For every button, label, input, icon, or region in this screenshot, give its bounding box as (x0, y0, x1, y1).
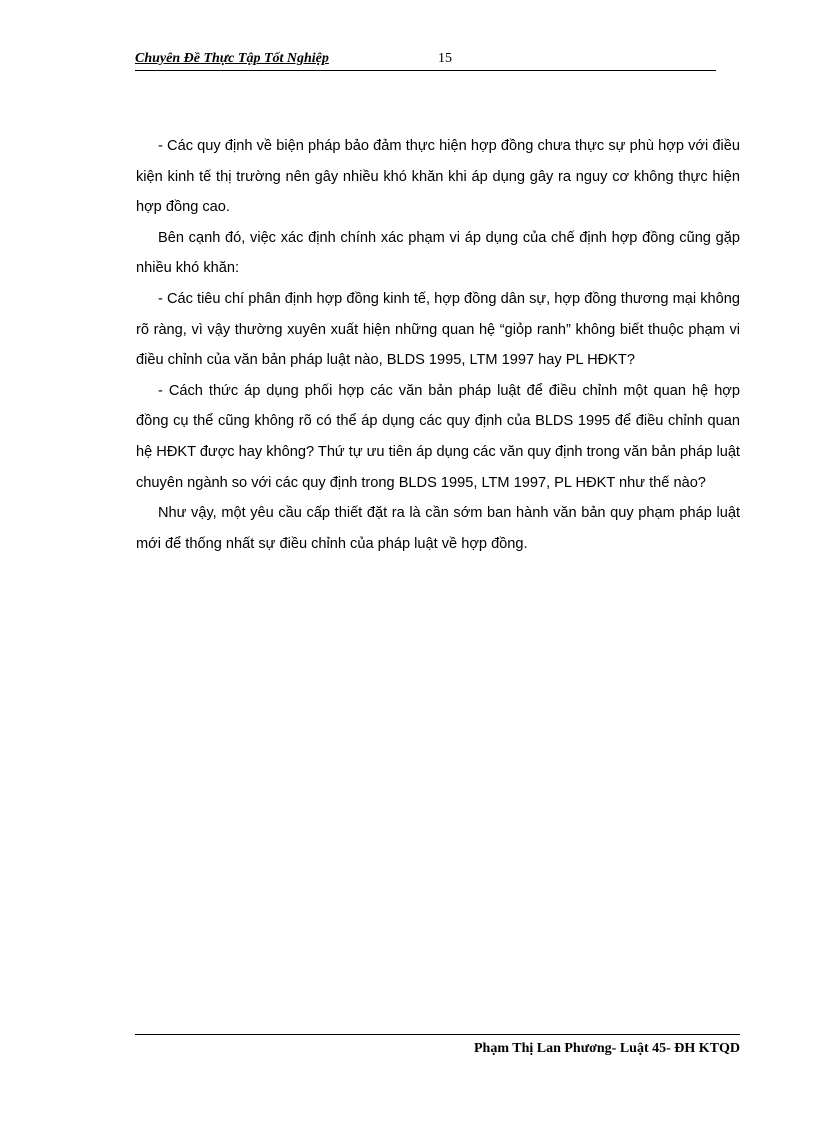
page-footer (135, 1034, 740, 1065)
header-title: Chuyên Đề Thực Tập Tốt Nghiệp (135, 51, 329, 66)
paragraph: - Các tiêu chí phân định hợp đồng kinh tế, hợp đồng dân sự, hợp đồng thương mại không rõ ràng, vì vậy thường xuyên xuất hiện những quan hệ “giỏp ranh” không biết thuộc phạm vi điều chỉnh của văn bản pháp luật nào, BLDS 1995, LTM 1997 hay PL HĐKT? (136, 290, 740, 369)
paragraph: - Cách thức áp dụng phối hợp các văn bản pháp luật để điều chỉnh một quan hệ hợp đồng cụ thể cũng không rõ có thể áp dụng các quy định của BLDS 1995 để điều chỉnh quan hệ HĐKT được hay không? Thứ tự ưu tiên áp dụng các văn quy định trong văn bản pháp luật chuyên ngành so với các quy định trong BLDS 1995, LTM 1997, PL HĐKT như thế nào? (136, 382, 740, 491)
footer-author: Phạm Thị Lan Phương- Luật 45- ĐH KTQD (474, 1041, 740, 1056)
paragraph: Như vậy, một yêu cầu cấp thiết đặt ra là cần sớm ban hành văn bản quy phạm pháp luật mới để thống nhất sự điều chỉnh của pháp luật về hợp đồng. (136, 505, 740, 552)
paragraph: - Các quy định về biện pháp bảo đảm thực hiện hợp đồng chưa thực sự phù hợp với điều kiện kinh tế thị trường nên gây nhiều khó khăn khi áp dụng gây ra nguy cơ không thực hiện hợp đồng cao. (136, 138, 740, 216)
page-header (135, 48, 716, 71)
document-body (136, 131, 740, 559)
paragraph: Bên cạnh đó, việc xác định chính xác phạm vi áp dụng của chế định hợp đồng cũng gặp nhiều khó khăn: (136, 229, 740, 277)
page-number: 15 (438, 51, 452, 66)
